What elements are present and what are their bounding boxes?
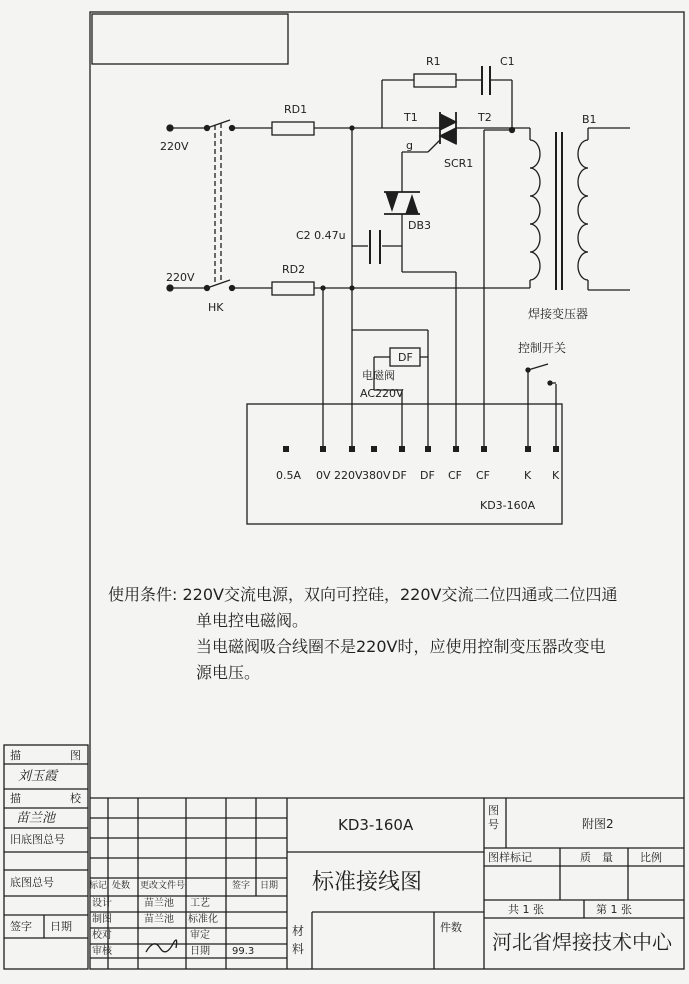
- process-label: 工艺: [190, 898, 210, 909]
- side-check-label: 校: [70, 792, 81, 805]
- rev-header: 日期: [260, 881, 279, 891]
- sheet-number: 第 1 张: [596, 903, 632, 916]
- terminal-t2-label: T2: [478, 111, 492, 124]
- notes-label: 使用条件:: [108, 585, 178, 604]
- terminal-label: K: [524, 469, 532, 482]
- controller-model-label: KD3-160A: [480, 499, 536, 512]
- fig-no-label: 图号: [488, 804, 499, 831]
- top-left-box: [92, 14, 288, 64]
- title-name: 标准接线图: [312, 870, 423, 895]
- notes-line: 当电磁阀吸合线圈不是220V时，应使用控制变压器改变电: [196, 637, 606, 656]
- transformer-b1: [530, 128, 630, 290]
- side-draw-label: 描: [10, 749, 21, 762]
- terminal-label: 380V: [362, 469, 391, 482]
- title-code: KD3-160A: [338, 816, 414, 834]
- valve-df-label: DF: [398, 351, 413, 364]
- scr1-label: SCR1: [444, 157, 474, 170]
- review-label: 审核: [92, 946, 112, 957]
- terminal-t1-label: T1: [404, 111, 418, 124]
- terminal-label: 0V: [316, 469, 331, 482]
- side-sign-label: 签字: [10, 920, 32, 933]
- resistor-r1-label: R1: [426, 55, 441, 68]
- terminal-label: 220V: [334, 469, 363, 482]
- rev-header: 标记: [89, 881, 108, 891]
- rev-header: 签字: [232, 881, 251, 891]
- control-switch-label: 控制开关: [518, 341, 567, 355]
- rev-header: 更改文件号: [140, 881, 186, 891]
- side-draw2-label: 图: [70, 749, 81, 762]
- date-label: 日期: [190, 946, 210, 957]
- design-name: 苗兰池: [144, 898, 174, 909]
- drawing-label: 制图: [92, 914, 112, 925]
- supply-top-label: 220V: [160, 140, 189, 153]
- fuse-rd2-label: RD2: [282, 263, 306, 276]
- valve-name-label: 电磁阀: [362, 369, 395, 382]
- fig-no-value: 附图2: [582, 817, 614, 831]
- notes-line: 单电控电磁阀。: [196, 611, 309, 630]
- terminal-label: DF: [392, 469, 407, 482]
- triac-scr1: [428, 112, 466, 152]
- fuse-rd1: [272, 122, 314, 135]
- gate-label: g: [406, 139, 413, 152]
- terminal-label: DF: [420, 469, 435, 482]
- mark-label: 图样标记: [488, 851, 532, 864]
- notes-line: 源电压。: [196, 663, 261, 682]
- fuse-rd1-label: RD1: [284, 103, 308, 116]
- drawing-name: 苗兰池: [144, 914, 174, 925]
- proof-label: 校对: [92, 930, 112, 941]
- date-value: 99.3: [232, 946, 255, 957]
- rev-header: 处数: [112, 881, 131, 891]
- side-check-signature: 苗兰池: [16, 811, 56, 826]
- terminal-label: CF: [476, 469, 491, 482]
- transformer-label: 焊接变压器: [528, 307, 589, 321]
- weight-label: 质 量: [580, 851, 613, 864]
- b1-label: B1: [582, 113, 597, 126]
- terminal-label: 0.5A: [276, 469, 302, 482]
- db3-label: DB3: [408, 219, 432, 232]
- supply-bottom-label: 220V: [166, 271, 195, 284]
- terminal-label: K: [552, 469, 560, 482]
- side-old-no-label: 旧底图总号: [10, 833, 65, 846]
- control-switch: [526, 364, 556, 450]
- total-sheets: 共 1 张: [508, 903, 544, 916]
- pieces-label: 件数: [440, 921, 462, 934]
- switch-hk-label: HK: [208, 301, 224, 314]
- organization-name: 河北省焊接技术中心: [492, 930, 672, 954]
- controller-terminals: [283, 446, 559, 452]
- resistor-r1: [414, 74, 456, 87]
- audit-label: 审定: [190, 930, 210, 941]
- fuse-rd2: [272, 282, 314, 295]
- c2-label: C2 0.47u: [296, 229, 346, 242]
- side-base-no-label: 底图总号: [10, 876, 54, 889]
- notes-line: 220V交流电源，双向可控硅，220V交流二位四通或二位四通: [182, 585, 618, 604]
- scale-label: 比例: [640, 851, 662, 864]
- terminal-label: CF: [448, 469, 463, 482]
- design-label: 设计: [92, 898, 112, 909]
- capacitor-c1-label: C1: [500, 55, 515, 68]
- valve-voltage-label: AC220V: [360, 387, 404, 400]
- side-trace-label: 描: [10, 792, 21, 805]
- side-draw-signature: 刘玉霞: [18, 769, 58, 784]
- usage-notes: [108, 582, 617, 686]
- material-label: 材料: [292, 924, 305, 956]
- side-date-label: 日期: [50, 920, 72, 933]
- standard-label: 标准化: [188, 914, 218, 925]
